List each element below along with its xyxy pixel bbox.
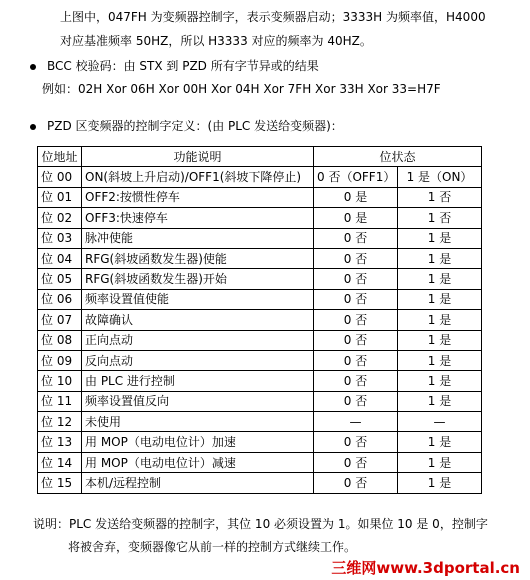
cell-bit-address: 位 12 [38, 412, 82, 432]
cell-function: ON(斜坡上升启动)/OFF1(斜坡下降停止) [82, 167, 314, 187]
cell-bit-address: 位 14 [38, 452, 82, 472]
cell-bit-address: 位 10 [38, 371, 82, 391]
pzd-section-title: PZD 区变频器的控制字定义：(由 PLC 发送给变频器)： [47, 119, 343, 133]
cell-status-zero: 0 否 [314, 432, 398, 452]
bcc-example: 例如：02H Xor 06H Xor 00H Xor 04H Xor 7FH Xor 33H Xor 33=H7F [42, 82, 441, 96]
table-row [38, 452, 482, 472]
cell-status-zero: 0 是 [314, 187, 398, 207]
table-row [38, 187, 482, 207]
cell-status-zero: 0 否 [314, 228, 398, 248]
cell-bit-address: 位 06 [38, 289, 82, 309]
cell-function: 未使用 [82, 412, 314, 432]
table-row [38, 310, 482, 330]
cell-status-zero: 0 否 [314, 391, 398, 411]
cell-bit-address: 位 02 [38, 208, 82, 228]
cell-status-zero: — [314, 412, 398, 432]
note-line-1: 说明：PLC 发送给变频器的控制字，其位 10 必须设置为 1。如果位 10 是 0，控制字 [33, 517, 488, 531]
table-row [38, 228, 482, 248]
cell-bit-address: 位 07 [38, 310, 82, 330]
table-row [38, 350, 482, 370]
cell-status-one: 1 是 [398, 371, 482, 391]
table-header-row [38, 147, 482, 167]
bullet-icon [30, 124, 36, 130]
cell-status-one: 1 是 [398, 350, 482, 370]
header-function: 功能说明 [82, 147, 314, 167]
cell-status-one: 1 是 [398, 310, 482, 330]
table-row [38, 473, 482, 493]
cell-function: 频率设置值反向 [82, 391, 314, 411]
table-row [38, 330, 482, 350]
cell-status-zero: 0 否 [314, 350, 398, 370]
cell-status-one: 1 是 [398, 248, 482, 268]
cell-bit-address: 位 09 [38, 350, 82, 370]
cell-status-one: 1 是 [398, 330, 482, 350]
table-row [38, 391, 482, 411]
cell-bit-address: 位 13 [38, 432, 82, 452]
cell-function: 正向点动 [82, 330, 314, 350]
cell-status-one: 1 否 [398, 187, 482, 207]
cell-status-one: 1 是 [398, 228, 482, 248]
bcc-title: BCC 校验码：由 STX 到 PZD 所有字节异或的结果 [47, 59, 319, 73]
cell-bit-address: 位 01 [38, 187, 82, 207]
cell-bit-address: 位 03 [38, 228, 82, 248]
site-watermark: 三维网www.3dportal.cn [331, 559, 520, 577]
cell-status-zero: 0 否 [314, 330, 398, 350]
table-row [38, 208, 482, 228]
cell-function: 由 PLC 进行控制 [82, 371, 314, 391]
cell-status-one: 1 是 [398, 473, 482, 493]
bullet-icon [30, 64, 36, 70]
intro-line-1: 上图中，047FH 为变频器控制字，表示变频器启动；3333H 为频率值，H4000 [60, 10, 486, 24]
cell-status-one: 1 是 [398, 391, 482, 411]
cell-bit-address: 位 11 [38, 391, 82, 411]
cell-function: 反向点动 [82, 350, 314, 370]
cell-status-one: 1 是 [398, 289, 482, 309]
note-line-2: 将被舍弃，变频器像它从前一样的控制方式继续工作。 [68, 540, 357, 554]
cell-status-zero: 0 否 [314, 452, 398, 472]
cell-function: 故障确认 [82, 310, 314, 330]
cell-status-zero: 0 否 [314, 248, 398, 268]
cell-bit-address: 位 00 [38, 167, 82, 187]
cell-function: OFF2:按惯性停车 [82, 187, 314, 207]
cell-status-zero: 0 否 [314, 289, 398, 309]
cell-status-zero: 0 否 [314, 371, 398, 391]
cell-function: 用 MOP（电动电位计）加速 [82, 432, 314, 452]
table-row [38, 167, 482, 187]
cell-status-zero: 0 否 [314, 473, 398, 493]
table-row [38, 248, 482, 268]
table-row [38, 371, 482, 391]
cell-status-one: 1 是 [398, 269, 482, 289]
cell-status-zero: 0 否 [314, 269, 398, 289]
cell-function: RFG(斜坡函数发生器)开始 [82, 269, 314, 289]
table-row [38, 289, 482, 309]
table-row [38, 269, 482, 289]
cell-bit-address: 位 08 [38, 330, 82, 350]
header-bit-address: 位地址 [38, 147, 82, 167]
cell-function: 本机/远程控制 [82, 473, 314, 493]
header-bit-status: 位状态 [314, 147, 482, 167]
cell-function: 频率设置值使能 [82, 289, 314, 309]
cell-function: 脉冲使能 [82, 228, 314, 248]
intro-line-2: 对应基准频率 50HZ，所以 H3333 对应的频率为 40HZ。 [60, 34, 372, 48]
cell-function: RFG(斜坡函数发生器)使能 [82, 248, 314, 268]
cell-status-one: 1 否 [398, 208, 482, 228]
cell-function: OFF3:快速停车 [82, 208, 314, 228]
cell-status-one: — [398, 412, 482, 432]
cell-function: 用 MOP（电动电位计）减速 [82, 452, 314, 472]
cell-status-one: 1 是（ON） [398, 167, 482, 187]
cell-bit-address: 位 15 [38, 473, 82, 493]
table-row [38, 412, 482, 432]
cell-status-zero: 0 是 [314, 208, 398, 228]
cell-status-one: 1 是 [398, 452, 482, 472]
table-row [38, 432, 482, 452]
cell-bit-address: 位 05 [38, 269, 82, 289]
control-word-table [37, 146, 482, 494]
cell-status-one: 1 是 [398, 432, 482, 452]
cell-status-zero: 0 否 [314, 310, 398, 330]
cell-status-zero: 0 否（OFF1） [314, 167, 398, 187]
cell-bit-address: 位 04 [38, 248, 82, 268]
